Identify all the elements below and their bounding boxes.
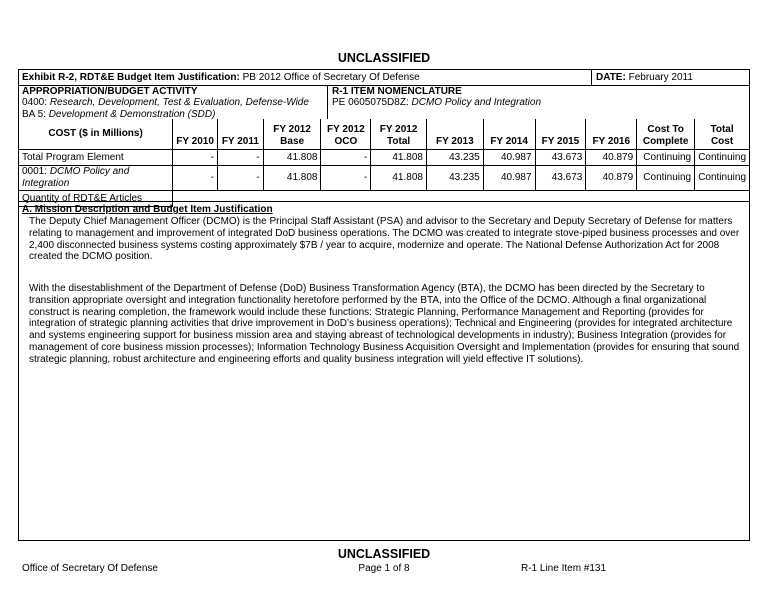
appropriation-label: APPROPRIATION/BUDGET ACTIVITY bbox=[22, 86, 198, 97]
column-header-line: Base bbox=[280, 136, 305, 147]
appropriation-code: 0400: bbox=[22, 97, 50, 109]
row-label bbox=[19, 150, 173, 166]
cell: Continuing bbox=[637, 166, 695, 191]
column-header-line: FY 2013 bbox=[436, 136, 474, 147]
column-header bbox=[483, 119, 535, 150]
nomenclature-code: PE 0605075D8Z: bbox=[332, 97, 412, 109]
column-header bbox=[695, 119, 749, 150]
appropriation-block bbox=[19, 85, 328, 119]
cell: 40.987 bbox=[483, 166, 535, 191]
column-header bbox=[535, 119, 586, 150]
exhibit-value: PB 2012 Office of Secretary Of Defense bbox=[239, 72, 420, 83]
column-header-line: Cost To bbox=[647, 124, 684, 135]
row-label-text: Total Program Element bbox=[22, 151, 124, 163]
cell: 41.808 bbox=[263, 150, 321, 166]
appropriation-line-1 bbox=[22, 97, 324, 108]
cost-table-header bbox=[19, 119, 749, 150]
cell: 40.879 bbox=[586, 166, 637, 191]
column-header bbox=[426, 119, 483, 150]
cell: Continuing bbox=[695, 150, 749, 166]
column-header-line: FY 2010 bbox=[176, 136, 214, 147]
cell: 43.673 bbox=[535, 166, 586, 191]
column-header bbox=[321, 119, 371, 150]
column-header bbox=[217, 119, 263, 150]
row-label-text: DCMO Policy and Integration bbox=[22, 166, 130, 189]
cell: - bbox=[173, 166, 218, 191]
footer-line-item: R-1 Line Item #131 bbox=[521, 563, 607, 574]
cost-label: COST ($ in Millions) bbox=[19, 119, 173, 150]
section-a-paragraph-2: With the disestablishment of the Department of Defense (DoD) Business Transformation Agency (BTA), the DCMO has been directed by the Secretary to transition appropriate oversight and integration functionality heretofore performed by the BTA, into the Office of the DCMO. Although a final organizational construct is nearing completion, the framework would include these functions: Strategic Planning, Performance Management and Reporting (provides for integration of strategic planning activities that drive improvement in DoD’s business operations); Technical and Engineering (provides for integrated architecture and systems engineering support for business mission area and staying abreast of technological developments in industry); Business Integration (provides for management of core business mission processes); Information Technology Business Acquisition Oversight and Implementation (provides for ensuring that sound strategic planning, robust architecture and engineering efforts and quality business integration will yield effective IT solutions). bbox=[29, 283, 740, 365]
exhibit-label: Exhibit R-2 bbox=[22, 72, 75, 83]
date-label: DATE: bbox=[596, 72, 626, 83]
column-header bbox=[637, 119, 695, 150]
column-header bbox=[263, 119, 321, 150]
column-header-line: FY 2014 bbox=[490, 136, 528, 147]
cell: 40.879 bbox=[586, 150, 637, 166]
footer-page-number: Page 1 of 8 bbox=[358, 563, 410, 574]
cell: 41.808 bbox=[371, 166, 427, 191]
cell: Continuing bbox=[637, 150, 695, 166]
nomenclature-line bbox=[332, 97, 747, 108]
cell: - bbox=[321, 166, 371, 191]
budget-activity-code: BA 5: bbox=[22, 108, 49, 120]
date-value: February 2011 bbox=[625, 72, 693, 83]
cost-table bbox=[19, 119, 749, 207]
column-header-line: FY 2011 bbox=[221, 136, 259, 147]
nomenclature-text: DCMO Policy and Integration bbox=[411, 97, 542, 109]
row-label bbox=[19, 166, 173, 191]
table-row bbox=[19, 166, 749, 191]
section-a bbox=[19, 201, 749, 365]
date-cell bbox=[591, 70, 752, 85]
exhibit-title-text: , RDT&E Budget Item Justification: bbox=[74, 72, 240, 83]
column-header-line: Total Cost bbox=[710, 124, 734, 147]
cell: 43.235 bbox=[426, 166, 483, 191]
nomenclature-label: R-1 ITEM NOMENCLATURE bbox=[332, 86, 462, 97]
column-header-line: FY 2012 bbox=[379, 124, 418, 135]
budget-activity-text: Development & Demonstration (SDD) bbox=[48, 108, 216, 120]
column-header bbox=[371, 119, 427, 150]
cell: 41.808 bbox=[371, 150, 427, 166]
quantity-label: Quantity of RDT&E Articles bbox=[19, 191, 173, 207]
cell: 43.235 bbox=[426, 150, 483, 166]
cell: - bbox=[173, 150, 218, 166]
column-header bbox=[173, 119, 218, 150]
row-code: 0001: bbox=[22, 166, 50, 177]
column-header-line: Total bbox=[387, 136, 411, 147]
section-a-title: A. Mission Description and Budget Item Justification bbox=[22, 204, 273, 215]
appropriation-text: Research, Development, Test & Evaluation, Defense-Wide bbox=[49, 97, 309, 109]
cell: - bbox=[321, 150, 371, 166]
top-classification: UNCLASSIFIED bbox=[337, 51, 431, 65]
exhibit-header bbox=[19, 70, 749, 86]
column-header-line: Complete bbox=[642, 136, 689, 147]
cell: - bbox=[217, 150, 263, 166]
column-header bbox=[586, 119, 637, 150]
nomenclature-block bbox=[328, 85, 751, 119]
column-header-line: OCO bbox=[334, 136, 358, 147]
cell: 43.673 bbox=[535, 150, 586, 166]
section-a-paragraph-1: The Deputy Chief Management Officer (DCMO) is the Principal Staff Assistant (PSA) and advisor to the Secretary and Deputy Secretary of Defense for matters relating to management and improvement of integrated DoD business operations. The DCMO was created to integrate stove-piped business processes and over 2,400 disconnected business systems costing approximately $7B / year to acquire, modernize and operate. The National Defense Authorization Act for 2008 created the DCMO position. bbox=[29, 216, 740, 263]
bottom-classification: UNCLASSIFIED bbox=[337, 547, 431, 561]
cell: - bbox=[217, 166, 263, 191]
column-header-line: FY 2015 bbox=[541, 136, 580, 147]
cell: 41.808 bbox=[263, 166, 321, 191]
footer-organization: Office of Secretary Of Defense bbox=[22, 563, 158, 574]
exhibit-form bbox=[18, 69, 750, 541]
cell: 40.987 bbox=[483, 150, 535, 166]
column-header-line: FY 2012 bbox=[327, 124, 365, 135]
exhibit-title bbox=[22, 70, 420, 85]
table-row bbox=[19, 150, 749, 166]
column-header-line: FY 2012 bbox=[273, 124, 311, 135]
cell: Continuing bbox=[695, 166, 749, 191]
column-header-line: FY 2016 bbox=[592, 136, 631, 147]
